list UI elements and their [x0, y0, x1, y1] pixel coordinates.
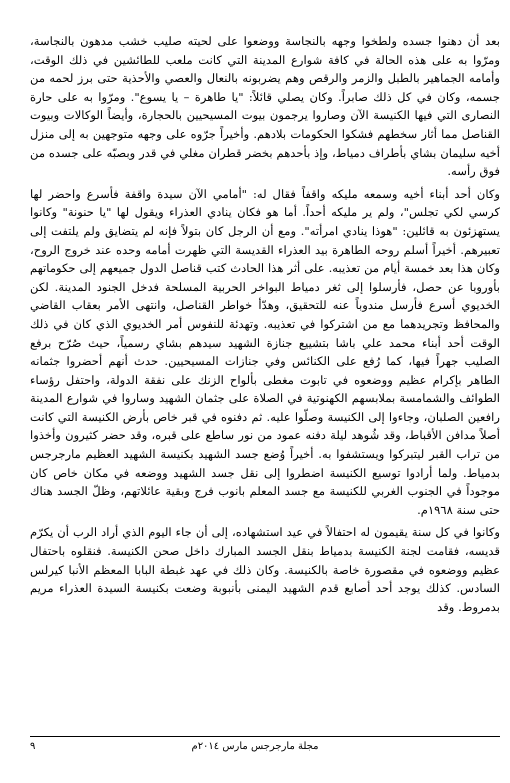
magazine-title: مجلة مارجرجس مارس ٢٠١٤م — [191, 741, 319, 752]
paragraph-annual-celebration: وكانوا في كل سنة يقيمون له احتفالاً في عيد استشهاده، إلى أن جاء اليوم الذي أراد الرب أن يكرّم قديسه، فقامت لجنة الكنيسة بدمياط بنقل الجسد المبارك داخل صحن الكنيسة. فنقلوه باحتفال عظيم ووضعوه في مقصورة خاصة بالكنيسة. وكان ذلك في عهد غبطة البابا المعظم الأنبا كيرلس السادس. كذلك يوجد أحد أصابع قدم الشهيد اليمنى بأنبوبة وضعت بكنيسة السيدة العذراء مريم بدمروط. وقد — [30, 525, 500, 614]
paragraph-martyr-death-and-burial: وكان أحد أبناء أخيه وسمعه مليكه واقفاً فقال له: "أمامي الآن سيدة واقفة فأسرع واحضر لها كرسي لكي تجلس"، ولم ير مليكه أحداً. أما هو فكان ينادي العذراء ويقول لها "يا حنونة" وكانوا يستهزئون به قائلين: "هوذا ينادي امرأته". ومع أن الرجل كان بتولاً فإنه لم يتضايق ولم يلتفت إلى تعبيرهم. أخيراً أسلم روحه الطاهرة بيد العذراء القديسة التي ظهرت أمامه وحده عند خروج الروح، وكان هذا بعد خمسة أيام من تعذيبه. على أثر هذا الحادث كتب قناصل الدول جميعهم إلى حكوماتهم بأوروبا عن حصل، فأرسلوا إلى ثغر دمياط البواخر الحربية المسلحة فدخل الجنود المدينة. لكن الخديوي أسرع فأرسل مندوباً عنه للتحقيق، وهدّأ خواطر القناصل، وانتهى الأمر بعقاب القاضي والمحافظ وتجريدهما مع من اشتركوا في تعذيبه. وتهدئة للنفوس أمر الخديوي الذي كان في ذلك الوقت أحد أبناء محمد علي باشا بتشييع جنازة الشهيد سيدهم بشاي رسمياً، حيث صُرّح برفع الصليب جهراً فيها، كما رُفع على الكنائس وفي جنازات المسيحيين. حدث أنهم أحضروا جثمانه الطاهر بإكرام عظيم ووضعوه في تابوت مغطى بألواح الزنك على نفقة الدولة، واحتفل رؤساء الطوائف والشمامسة بملابسهم الكهنوتية في الصلاة على جثمان الشهيد وساروا في شوارع المدينة رافعين الصلبان، وجاءوا إلى الكنيسة وصلّوا عليه. ثم دفنوه في قبر خاص بأرض الكنيسة التي كانت أصلاً مدافن الأقباط، وقد شُوهد ليلة دفنه عمود من نور ساطع على قبره، وقد حضر كثيرون وأخذوا من تراب القبر ليتبركوا ويستشفوا به. أخيراً وُضع جسد الشهيد بكنيسة الشهيد العظيم مارجرجس بدمياط. ولما أرادوا توسيع الكنيسة اضطروا إلى نقل جسد الشهيد ووضعه في مكان خاص كان موجوداً في الجنوب الغربي للكنيسة مع جسد المعلم بانوب فرج وبقية عائلاتهم، وظلّ الجسد هناك حتى سنة ١٩٦٨م. — [30, 186, 500, 517]
footer-divider — [30, 736, 500, 737]
page-number: ٩ — [30, 741, 36, 752]
article-body — [30, 32, 500, 620]
paragraph-martyr-torture: بعد أن دهنوا جسده ولطخوا وجهه بالنجاسة ووضعوا على لحيته صليب خشب مدهون بالنجاسة، ومرّوا به على هذه الحالة في كافة شوارع المدينة التي كانت ملعب للطائشين في ذلك الوقت، وأمامه الجماهير بالطبل والزمر والرقص وهم يضربونه بالنعال والعصي والأحذية حتى برز لحمه من جسمه، وكان في كل ذلك صابراً. وكان يصلي قائلاً: "يا طاهرة – يا يسوع". ومرّوا به على حارة النصارى التي فيها الكنيسة الآن وصاروا يرجمون بيوت المسيحيين بالحجارة، وأيضاً الوكالات وبيوت القناصل مما أثار سخطهم فشكوا الحكومات بلادهم. وأخيراً جرّوه على وجهه متوجهين به إلى منزل أخيه سليمان بشاي بأطراف دمياط، وإذ بأحدهم بخضر قطران مغلي في قدر وبصبّه على جسده من فوق رأسه. — [30, 34, 500, 179]
page-footer — [0, 736, 510, 764]
